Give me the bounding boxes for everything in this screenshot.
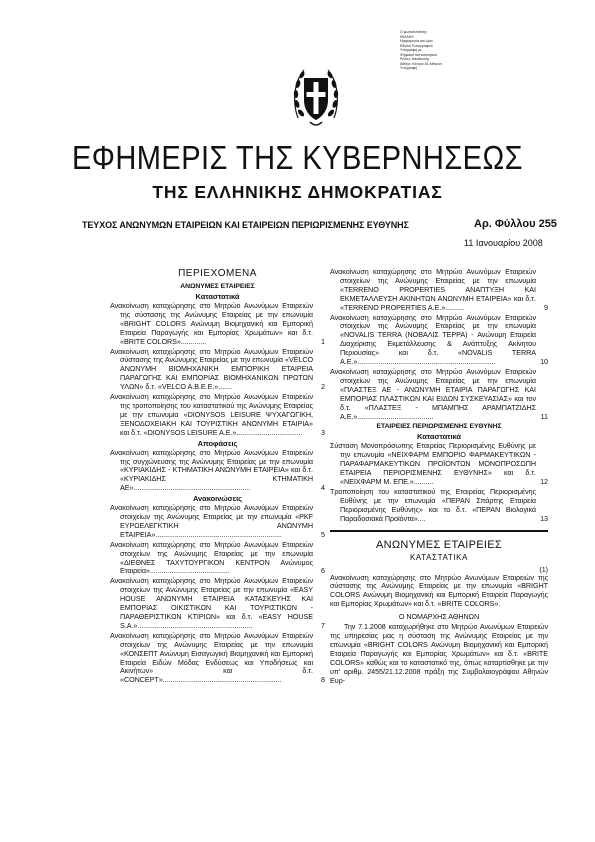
stamp-line: Ημερομηνία και ώρα (400, 39, 433, 43)
issue-number: Αρ. Φύλλου 255 (474, 218, 557, 230)
toc-entry-text: Ανακοίνωση καταχώρησης στο Μητρώο Ανωνύμων Εταιρειών στοιχείων της Ανώνυμης Εταιρείας με την επωνυμία «PKF ΕΥΡΩΕΛΕΓΚΤΙΚΗ ΑΝΩΝΥΜΗ ΕΤΑΙΡΕΙΑ»................................................................. (110, 503, 313, 539)
stamp-line: ΜΙΧΑΗΛ (400, 34, 414, 39)
stamp-line: Υπογραφή (400, 66, 418, 70)
toc-entry-page: 6 (321, 566, 325, 576)
digital-signature-stamp (400, 30, 480, 71)
announcement-paragraph: Την 7.1.2008 καταχωρήθηκε στο Μητρώο Ανωνύμων Εταιρειών της υπηρεσίας μας η σύσταση της Ανώνυμης Εταιρείας με την επωνυμία «BRIGHT COLORS Ανώνυμη Βιομηχανική και Εμπορική Εταιρεία Παραγωγής και Εμπορίας Χρωμάτων» και δ.τ. «BRITE COLORS» καθώς και το καταστατικό της, όπως καταρτίσθηκε με την υπ’ αριθμ. 2455/21.12.2008 πράξη της Συμβολαιογράφου Αθηνών Ευρ- (330, 622, 548, 685)
toc-entry-page: 2 (321, 382, 325, 392)
toc-entry-page: 8 (321, 675, 325, 685)
toc-entry[interactable] (330, 442, 548, 487)
toc-entry[interactable] (110, 504, 325, 540)
toc-title: ΠΕΡΙΕΧΟΜΕΝΑ (178, 268, 257, 279)
toc-entry[interactable] (330, 314, 548, 367)
toc-entries-right (330, 268, 548, 421)
toc-entry-text: Ανακοίνωση καταχώρησης στο Μητρώο Ανωνύμων Εταιρειών στοιχείων της Ανώνυμης Εταιρείας με την επωνυμία «EASY HOUSE ΑΝΩΝΥΜΗ ΕΤΑΙΡΕΙΑ ΚΑΤΑΣΚΕΥΗΣ ΚΑΙ ΕΜΠΟΡΙΑΣ ΟΙΚΙΣΤΙΚΩΝ ΚΑΙ ΤΟΥΡΙΣΤΙΚΩΝ - ΠΑΡΑΘΕΡΙΣΤΙΚΩΝ ΚΤΙΡΙΩΝ» και δ.τ. «EASY HOUSE S.A.»........................................................... (110, 576, 313, 630)
toc-right-column (330, 268, 548, 686)
stamp-line: Αθήνα: Κέντρο 34 Αθηνών (400, 61, 443, 66)
toc-left-column (110, 268, 325, 686)
toc-entries-apofaseis (110, 449, 325, 494)
toc-entry-page: 1 (321, 336, 325, 346)
toc-entry-text: Ανακοίνωση καταχώρησης στο Μητρώο Ανωνύμων Εταιρειών της σύστασης της Ανώνυμης Εταιρείας με την επωνυμία «BRIGHT COLORS Ανώνυμη Βιομηχανική και Εμπορική Εταιρεία Παραγωγής και Εμπορίας Χρωμάτων» και δ.τ. «BRITE COLORS»............. (110, 301, 313, 346)
toc-entry-page: 10 (540, 357, 548, 367)
toc-entry[interactable] (330, 268, 548, 313)
toc-entry-text: Τροποποίηση του καταστατικού της Εταιρείας Περιορισμένης Ευθύνης με την επωνυμία «ΠΕΡΑΝ Σπάρτης Εταιρεία Περιορισμένης Ευθύνης» και το δ.τ. «ΠΕΡΑΝ Βιολογικά Παραδοσιακά Προϊόντα».... (330, 486, 536, 523)
toc-entry-text: Σύσταση Μονοπρόσωπης Εταιρείας Περιορισμένης Ευθύνης με την επωνυμία «ΝΕΙΧΦΑΡΜ ΕΜΠΟΡΙΟ ΦΑΡΜΑΚΕΥΤΙΚΩΝ - ΠΑΡΑΦΑΡΜΑΚΕΥΤΙΚΩΝ ΠΡΟΪΟΝΤΩΝ ΜΟΝΟΠΡΟΣΩΠΗ ΕΤΑΙΡΕΙΑ ΠΕΡΙΟΡΙΣΜΕΝΗΣ ΕΥΘΥΝΗΣ» και δ.τ. «ΝΕΙΧΦΑΡΜ Μ. ΕΠΕ.».......... (330, 441, 536, 487)
toc-entry-page: 12 (540, 477, 548, 487)
toc-entry[interactable] (110, 348, 325, 393)
toc-entry-text: Ανακοίνωση καταχώρησης στο Μητρώο Ανωνύμων Εταιρειών σύστασης της Ανώνυμης Εταιρείας με την επωνυμία «VELCO ΑΝΩΝΥΜΗ ΒΙΟΜΗΧΑΝΙΚΗ ΕΜΠΟΡΙΚΗ ΕΤΑΙΡΕΙΑ ΠΑΡΑΓΩΓΗΣ ΚΑΙ ΕΜΠΟΡΙΑΣ ΒΙΟΜΗΧΑΝΙΚΩΝ ΠΡΩΤΩΝ ΥΛΩΝ» δ.τ. «VELCO A.B.E.E.»....... (110, 346, 313, 392)
body-subsection-title: ΚΑΤΑΣΤΑΤΙΚΑ (409, 552, 469, 562)
toc-entry[interactable] (110, 302, 325, 347)
issue-type: ΤΕΥΧΟΣ ΑΝΩΝΥΜΩΝ ΕΤΑΙΡΕΙΩΝ ΚΑΙ ΕΤΑΙΡΕΙΩΝ ΠΕΡΙΩΡΙΣΜΕΝΗΣ ΕΥΘΥΝΗΣ (82, 220, 409, 230)
toc-entry-text: Ανακοίνωση καταχώρησης στο Μητρώο Ανωνύμων Εταιρειών στοιχείων της Ανώνυμης Εταιρείας με την επωνυμία «TERRENO PROPERTIES ΑΝΑΠΤΥΞΗ ΚΑΙ ΕΚΜΕΤΑΛΛΕΥΣΗ ΑΚΙΝΗΤΩΝ ΑΝΩΝΥΜΗ ΕΤΑΙΡΕΙΑ» και δ.τ. «TERRENO PROPERTIES A.E.».......... (330, 267, 536, 312)
toc-subsection-katastatika-epe: Καταστατικά (417, 432, 461, 442)
toc-entries-anakoinoseis (110, 504, 325, 685)
stamp-line: Ρόλος: Διευθυντής (400, 57, 430, 61)
toc-entry[interactable] (110, 541, 325, 577)
toc-entry-text: Ανακοίνωση καταχώρησης στο Μητρώο Ανωνύμων Εταιρειών στοιχείων της Ανώνυμης Εταιρείας με την επωνυμία «ΠΛΑΣΤΕΞ ΑΕ - ΑΝΩΝΥΜΗ ΕΤΑΙΡΙΑ ΠΑΡΑΓΩΓΗΣ ΚΑΙ ΕΜΠΟΡΙΑΣ ΠΛΑΣΤΙΚΩΝ ΚΑΙ ΕΙΔΩΝ ΣΥΣΚΕΥΑΣΙΑΣ» και τον δ.τ. «ΠΛΑΣΤΕΞ - ΜΠΑΜΠΗΣ ΑΡΑΜΠΑΤΖΙΔΗΣ Α.Ε.»....................................... (330, 366, 536, 421)
toc-entry-text: Ανακοίνωση καταχώρησης στο Μητρώο Ανωνύμων Εταιρειών στοιχείων της Ανώνυμης Εταιρείας με την επωνυμία «NOVALIS TERRA (ΝΟΒΑΛΙΣ ΤΕΡΡΑ) - Ανώνυμη Εταιρεία Διαχείρισης Εκμετάλλευσης & Ανάπτυξης Ακίνητου Περιουσίας» και δ.τ. «NOVALIS TERRA A.E.»....................................................................... (330, 312, 536, 367)
announcement-number: (1) (539, 564, 548, 574)
toc-entry-text: Ανακοίνωση καταχώρησης στο Μητρώο Ανωνύμων Εταιρειών στοιχείων της Ανώνυμης Εταιρείας με την επωνυμία «ΚΟΝΣΕΠΤ Ανώνυμη Εισαγωγική Βιομηχανική και Εμπορική Εταιρεία Ειδών Μόδας Ενδύσεως και Υποδήσεως και Ακινήτων» και δ.τ. «CONCEPT»............................................................. (110, 630, 313, 685)
toc-entry-page: 11 (540, 411, 548, 421)
stamp-line: Εθνικό Τυπογραφείο (400, 43, 433, 48)
toc-entry-page: 4 (321, 483, 325, 493)
stamp-line: Υπογραφή με (400, 48, 422, 52)
nomarch-heading: Ο ΝΟΜΑΡΧΗΣ ΑΘΗΝΩΝ (398, 612, 480, 622)
toc-entry[interactable] (110, 449, 325, 494)
coat-of-arms-emblem (290, 60, 342, 132)
toc-entry[interactable] (110, 577, 325, 630)
announcement-heading: Ανακοίνωση καταχώρησης στο Μητρώο Ανωνύμων Εταιρειών της σύστασης της Ανώνυμης Εταιρείας με την επωνυμία «BRIGHT COLORS Ανώνυμη Βιομηχανική και Εμπορική Εταιρεία Παραγωγής και Εμπορίας Χρωμάτων» και δ.τ. «BRITE COLORS». (330, 572, 548, 609)
toc-entries-epe (330, 442, 548, 523)
toc-entry[interactable] (330, 488, 548, 524)
toc-subsection-apofaseis: Αποφάσεις (197, 438, 238, 448)
toc-entry-text: Ανακοίνωση καταχώρησης στο Μητρώο Ανωνύμων Εταιρειών της τροποποίησης του καταστατικού της Ανώνυμης Εταιρείας με την επωνυμία «DIONYSOS LEISURE ΨΥΧΑΓΩΓΙΚΗ, ΞΕΝΟΔΟΧΕΙΑΚΗ ΚΑΙ ΤΟΥΡΙΣΤΙΚΗ ΑΝΩΝΥΜΗ ΕΤΑΙΡΙΑ» και δ.τ. «DIONYSOS LEISURE A.E.».................................. (110, 392, 313, 437)
section-divider (330, 530, 548, 532)
toc-entry[interactable] (110, 393, 325, 438)
toc-entry[interactable] (110, 632, 325, 685)
toc-entry-text: Ανακοίνωση καταχώρησης στο Μητρώο Ανωνύμων Εταιρειών της συγχώνευσης της Ανώνυμης Εταιρείας με την επωνυμία «ΚΥΡΙΑΚΙΔΗΣ - ΚΤΗΜΑΤΙΚΗ ΑΝΩΝΥΜΗ ΕΤΑΙΡΕΙΑ» και δ.τ. «ΚΥΡΙΑΚΙΔΗΣ ΚΤΗΜΑΤΙΚΗ ΑΕ»............................................................ (110, 447, 313, 493)
toc-section-sa: ΑΝΩΝΥΜΕΣ ΕΤΑΙΡΕΙΕΣ (180, 283, 255, 290)
toc-entries-katastatika (110, 302, 325, 438)
toc-entry-page: 13 (540, 513, 548, 523)
toc-entry[interactable] (330, 368, 548, 421)
toc-subsection-anakoinoseis: Ανακοινώσεις (192, 494, 243, 504)
issue-date: 11 Ιανουαρίου 2008 (464, 238, 543, 248)
gazette-title: ΕΦΗΜΕΡΙΣ ΤΗΣ ΚΥΒΕΡΝΗΣΕΩΣ (71, 139, 524, 176)
toc-entry-page: 5 (321, 529, 325, 539)
toc-entry-page: 9 (544, 302, 548, 312)
gazette-subtitle: ΤΗΣ ΕΛΛΗΝΙΚΗΣ ΔΗΜΟΚΡΑΤΙΑΣ (152, 182, 443, 202)
toc-entry-page: 7 (321, 620, 325, 630)
toc-section-epe: ΕΤΑΙΡΕΙΕΣ ΠΕΡΙΩΡΙΣΜΕΝΗΣ ΕΥΘΥΝΗΣ (376, 423, 502, 431)
toc-entry-page: 3 (321, 427, 325, 437)
stamp-line: Ψηφιακό πιστοποιητικό (400, 52, 437, 57)
stamp-line: Ο φωτοσυνθέτης (400, 30, 427, 34)
toc-subsection-katastatika: Καταστατικά (195, 292, 240, 301)
body-section-title: ΑΝΩΝΥΜΕΣ ΕΤΑΙΡΕΙΕΣ (375, 538, 503, 551)
toc-entry-text: Ανακοίνωση καταχώρησης στο Μητρώο Ανωνύμων Εταιρειών στοιχείων της Ανώνυμης Εταιρείας με την επωνυμία «ΔΙΕΘΝΕΣ ΤΑΧΥΤΟΥΡΓΙΚΟΝ ΚΕΝΤΡΟΝ Ανώνυμος Εταιρεία»......................................... (110, 539, 313, 576)
